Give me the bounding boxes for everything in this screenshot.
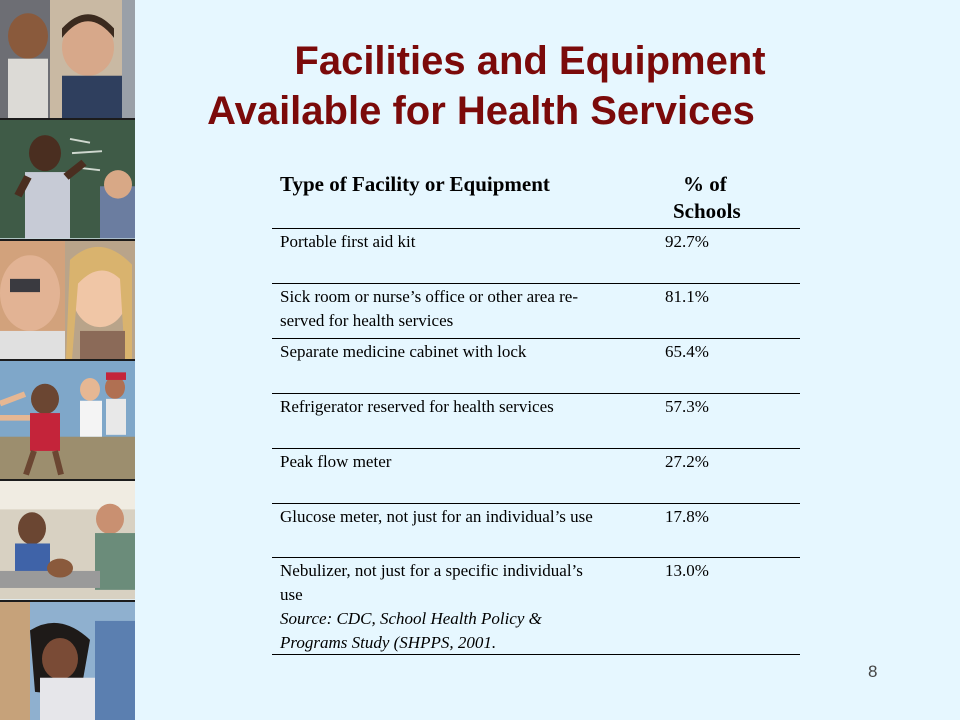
table-row bbox=[272, 339, 800, 394]
row-item: Refrigerator reserved for health services bbox=[280, 397, 554, 416]
row-item-line2: served for health services bbox=[280, 311, 454, 330]
row-item-line1: Sick room or nurse’s office or other area re- bbox=[280, 287, 579, 306]
row-percent: 57.3% bbox=[665, 397, 709, 416]
header-percent bbox=[673, 168, 800, 228]
row-item: Separate medicine cabinet with lock bbox=[280, 342, 527, 361]
table-row bbox=[272, 229, 800, 284]
row-percent: 17.8% bbox=[665, 507, 709, 526]
facilities-table bbox=[272, 168, 800, 655]
row-item bbox=[272, 284, 665, 338]
row-item-line1: Nebulizer, not just for a specific individual’s bbox=[280, 561, 583, 580]
header-percent-line2: Schools bbox=[673, 199, 741, 223]
table-row bbox=[272, 394, 800, 449]
photo-boy-chalkboard bbox=[0, 120, 135, 240]
table-row bbox=[272, 449, 800, 504]
photo-girl-reading bbox=[0, 602, 135, 720]
slide-title bbox=[140, 36, 920, 136]
title-line-2: Available for Health Services bbox=[207, 89, 755, 133]
row-percent: 65.4% bbox=[665, 342, 709, 361]
title-line-1: Facilities and Equipment bbox=[294, 39, 766, 83]
row-percent: 92.7% bbox=[665, 232, 709, 251]
photo-microscope bbox=[0, 241, 135, 361]
table-header bbox=[272, 168, 800, 229]
header-percent-line1: % of bbox=[683, 172, 727, 196]
photo-kids-running bbox=[0, 361, 135, 481]
source-note-line2: Programs Study (SHPPS, 2001. bbox=[280, 633, 497, 652]
header-facility: Type of Facility or Equipment bbox=[280, 172, 550, 196]
table-row bbox=[272, 558, 800, 655]
photo-dental-exam bbox=[0, 481, 135, 601]
row-percent: 27.2% bbox=[665, 452, 709, 471]
row-item: Peak flow meter bbox=[280, 452, 392, 471]
source-note-line1: Source: CDC, School Health Policy & bbox=[280, 609, 542, 628]
row-percent: 81.1% bbox=[665, 287, 709, 306]
row-item bbox=[272, 558, 665, 654]
row-item: Portable first aid kit bbox=[280, 232, 416, 251]
table-row bbox=[272, 504, 800, 558]
page-number: 8 bbox=[868, 662, 878, 681]
row-item: Glucose meter, not just for an individual’s use bbox=[280, 507, 593, 526]
row-percent: 13.0% bbox=[665, 561, 709, 580]
row-item-line2: use bbox=[280, 585, 303, 604]
table-row bbox=[272, 284, 800, 339]
